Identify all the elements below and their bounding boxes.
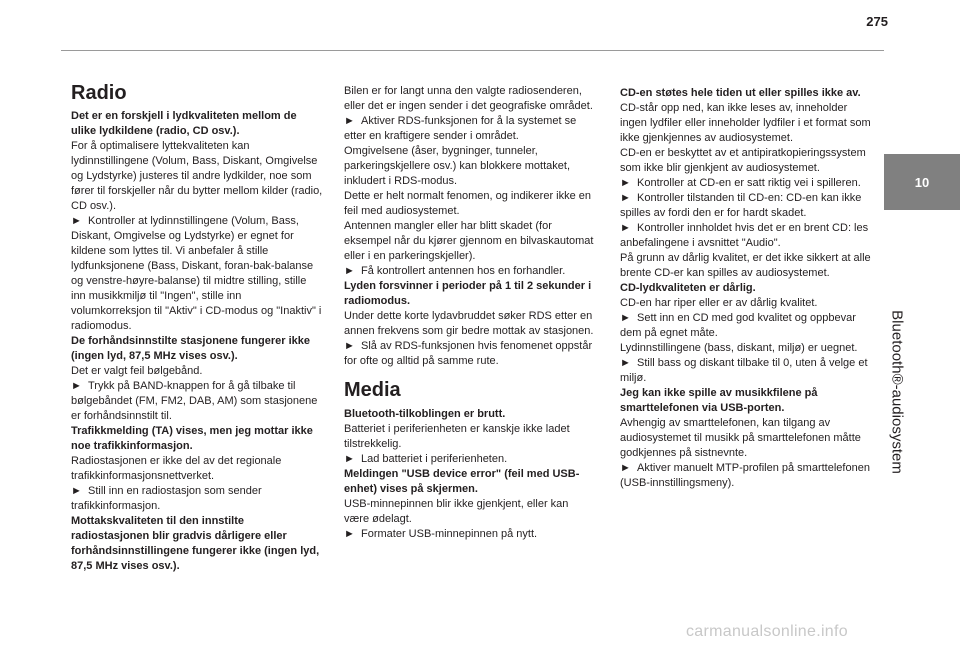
action-item: ► Kontroller innholdet hvis det er en brent CD: les anbefalingene i avsnittet "Audio". [620,221,872,251]
text-column-3 [620,86,872,491]
question-heading: Trafikkmelding (TA) vises, men jeg mottar ikke noe trafikkinformasjon. [71,425,313,452]
question-heading: Bluetooth-tilkoblingen er brutt. [344,408,506,420]
body-paragraph: Lydinnstillingene (bass, diskant, miljø) er uegnet. [620,342,858,354]
chapter-tab[interactable] [884,154,960,210]
chapter-number: 10 [914,174,930,190]
question-heading: CD-lydkvaliteten er dårlig. [620,282,756,294]
body-paragraph: Avhengig av smarttelefonen, kan tilgang av audiosystemet til musikk på smarttelefonen måtte godkjennes på sistnevnte. [620,417,861,459]
text-column-2 [344,84,596,542]
page-number: 275 [866,14,888,29]
action-item: ► Kontroller at CD-en er satt riktig vei i spilleren. [620,176,872,191]
action-item: ► Aktiver manuelt MTP-profilen på smarttelefonen (USB-innstillingsmeny). [620,461,872,491]
body-paragraph: CD-en har riper eller er av dårlig kvalitet. [620,297,818,309]
action-item: ► Lad batteriet i periferienheten. [344,452,596,467]
chapter-title: Bluetooth®-audiosystem [888,310,906,474]
question-heading: De forhåndsinnstilte stasjonene fungerer ikke (ingen lyd, 87,5 MHz vises osv.). [71,335,311,362]
action-item: ► Kontroller tilstanden til CD-en: CD-en kan ikke spilles av fordi den er for hardt skadet. [620,191,872,221]
body-paragraph: Bilen er for langt unna den valgte radiosenderen, eller det er ingen sender i det geografiske området. [344,85,593,112]
question-heading: Jeg kan ikke spille av musikkfilene på smarttelefonen via USB-porten. [620,387,818,414]
action-item: ► Slå av RDS-funksjonen hvis fenomenet oppstår for ofte og alltid på samme rute. [344,339,596,369]
body-paragraph: For å optimalisere lyttekvaliteten kan lydinnstillingene (Volum, Bass, Diskant, Omgivelse og Lydstyrke) justeres til andre lydkilder, noe som fører til forskjeller når du bytter mellom kilder (radio, CD osv.). [71,140,323,212]
body-paragraph: Omgivelsene (åser, bygninger, tunneler, parkeringskjellere osv.) kan blokkere mottaket, inkludert i RDS-modus. [344,145,571,187]
body-paragraph: Radiostasjonen er ikke del av det regionale trafikkinformasjonsnettverket. [71,455,282,482]
action-item: ► Still inn en radiostasjon som sender trafikkinformasjon. [71,484,323,514]
body-paragraph: CD-en er beskyttet av et antipiratkopieringssystem som ikke blir gjenkjent av audiosystemet. [620,147,866,174]
question-heading: CD-en støtes hele tiden ut eller spilles ikke av. [620,87,861,99]
body-paragraph: Dette er helt normalt fenomen, og indikerer ikke en feil med audiosystemet. [344,190,592,217]
action-item: ► Formater USB-minnepinnen på nytt. [344,527,596,542]
action-item: ► Trykk på BAND-knappen for å gå tilbake til bølgebåndet (FM, FM2, DAB, AM) som stasjonene er forhåndsinnstilt til. [71,379,323,424]
body-paragraph: Antennen mangler eller har blitt skadet (for eksempel når du kjører gjennom en bilvaskautomat eller i en parkeringskjeller). [344,220,594,262]
body-paragraph: Det er valgt feil bølgebånd. [71,365,203,377]
action-item: ► Still bass og diskant tilbake til 0, uten å velge et miljø. [620,356,872,386]
action-item: ► Aktiver RDS-funksjonen for å la systemet se etter en kraftigere sender i området. [344,114,596,144]
section-heading: Media [344,379,401,401]
action-item: ► Få kontrollert antennen hos en forhandler. [344,264,596,279]
section-heading: Radio [71,82,127,104]
question-heading: Lyden forsvinner i perioder på 1 til 2 sekunder i radiomodus. [344,280,592,307]
action-item: ► Kontroller at lydinnstillingene (Volum, Bass, Diskant, Omgivelse og Lydstyrke) er egnet for kildene som lyttes til. Vi anbefaler å stille lydfunksjonene (Bass, Diskant, foran-bak-balanse og venstre-høyre-balanse) til midtre stilling, stille inn musikkmiljø til "Ingen", stille inn volumkorreksjon til "Aktiv" i CD-modus og "Inaktiv" i radiomodus. [71,214,323,334]
question-heading: Det er en forskjell i lydkvaliteten mellom de ulike lydkildene (radio, CD osv.). [71,110,297,137]
body-paragraph: På grunn av dårlig kvalitet, er det ikke sikkert at alle brente CD-er kan spilles av audiosystemet. [620,252,871,279]
body-paragraph: Batteriet i periferienheten er kanskje ikke ladet tilstrekkelig. [344,423,570,450]
body-paragraph: CD-står opp ned, kan ikke leses av, inneholder ingen lydfiler eller inneholder lydfiler i et format som ikke gjenkjennes av audiosystemet. [620,102,871,144]
question-heading: Mottakskvaliteten til den innstilte radiostasjonen blir gradvis dårligere eller forhåndsinnstillingene fungerer ikke (ingen lyd, 87,5 MHz vises osv.). [71,515,320,572]
action-item: ► Sett inn en CD med god kvalitet og oppbevar dem på egnet måte. [620,311,872,341]
body-paragraph: Under dette korte lydavbruddet søker RDS etter en annen frekvens som gir bedre mottak av stasjonen. [344,310,594,337]
text-column-1 [71,82,323,574]
watermark: carmanualsonline.info [686,623,848,640]
header-divider [61,50,884,51]
question-heading: Meldingen "USB device error" (feil med USB-enhet) vises på skjermen. [344,468,580,495]
body-paragraph: USB-minnepinnen blir ikke gjenkjent, eller kan være ødelagt. [344,498,569,525]
